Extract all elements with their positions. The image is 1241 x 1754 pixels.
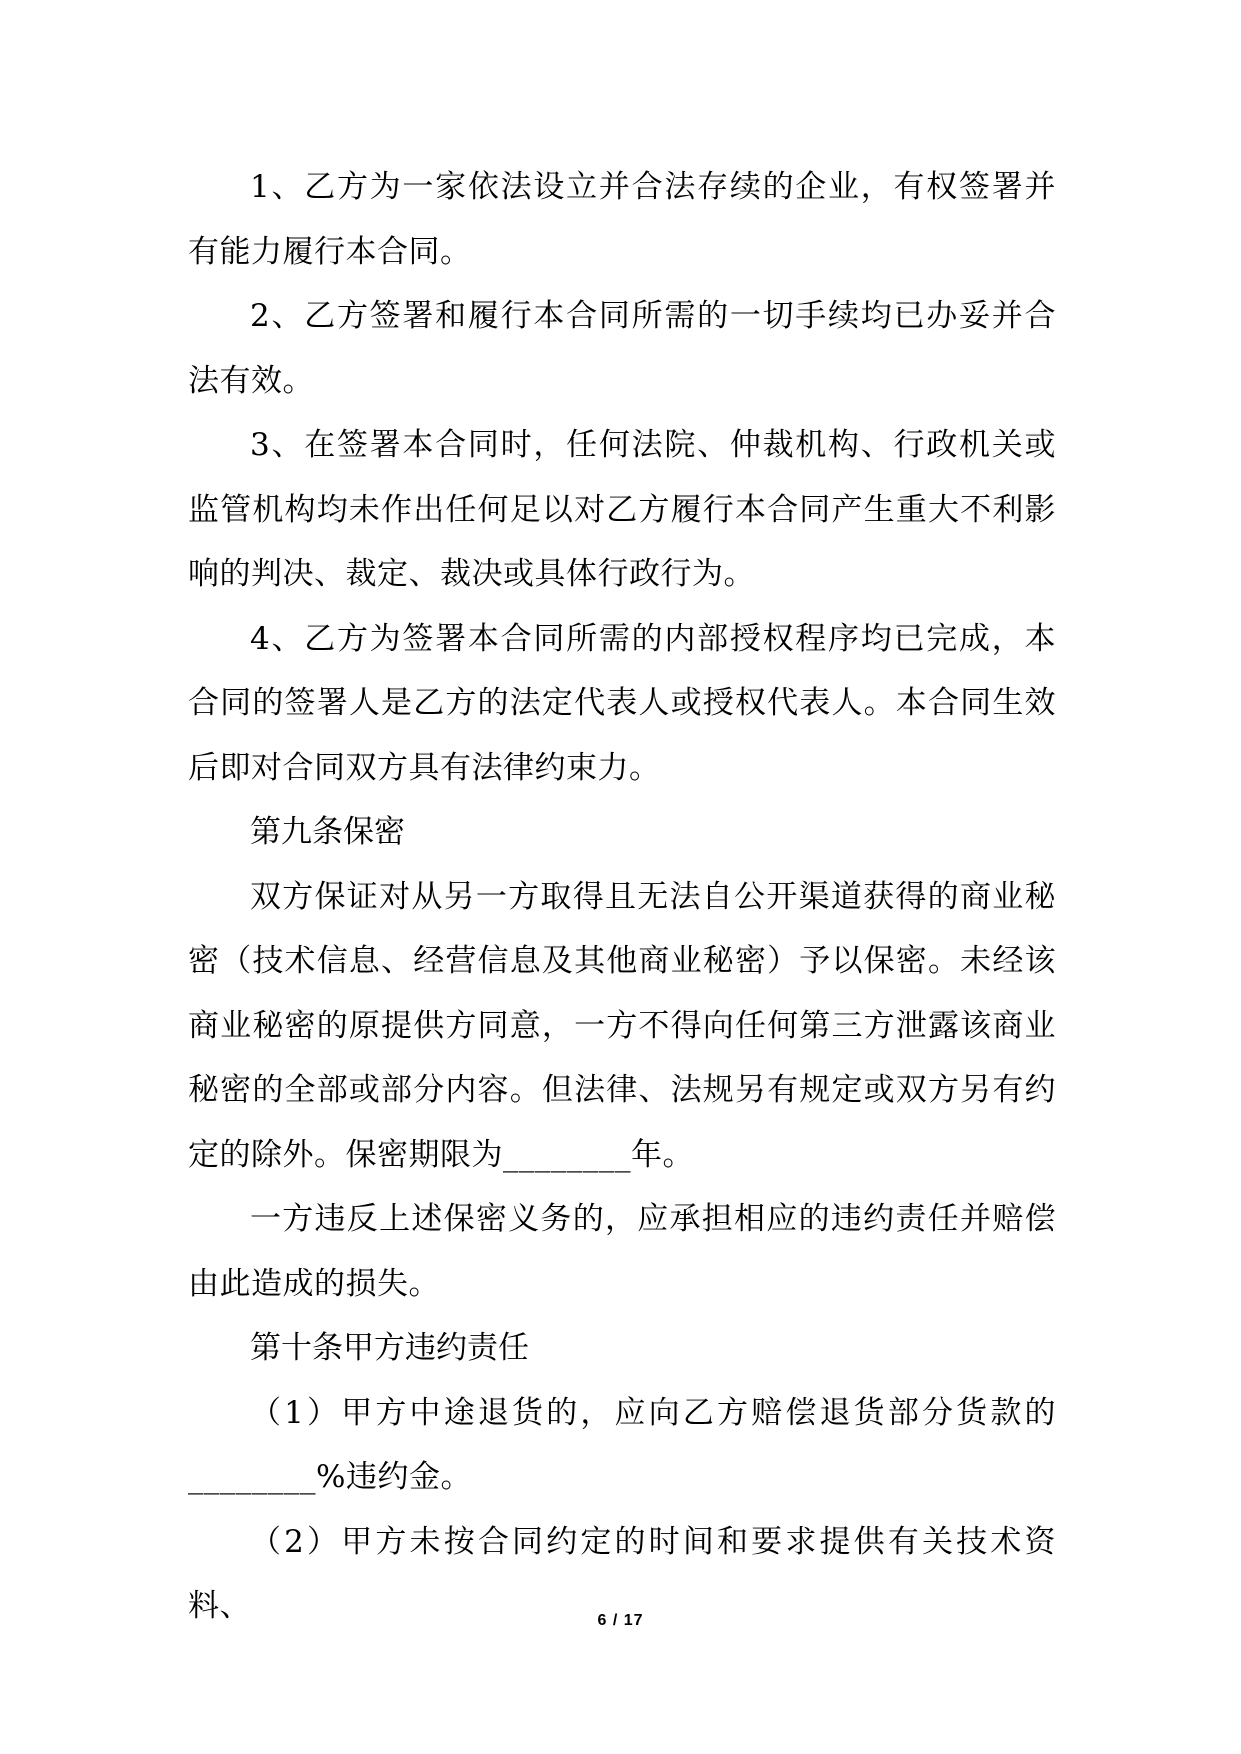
article-9-confidentiality-text: 双方保证对从另一方取得且无法自公开渠道获得的商业秘密（技术信息、经营信息及其他商业秘密）予以保密。未经该商业秘密的原提供方同意，一方不得向任何第三方泄露该商业秘密的全部或部分内容。但法律、法规另有规定或双方另有约定的除外。保密期限为________年。 bbox=[188, 878, 1056, 1173]
clause-party-b-authorization: 4、乙方为签署本合同所需的内部授权程序均已完成，本合同的签署人是乙方的法定代表人或授权代表人。本合同生效后即对合同双方具有法律约束力。 bbox=[188, 620, 1056, 786]
clause-party-b-established: 1、乙方为一家依法设立并合法存续的企业，有权签署并有能力履行本合同。 bbox=[188, 169, 1056, 270]
article-10-item-1: （1）甲方中途退货的，应向乙方赔偿退货部分货款的________%违约金。 bbox=[188, 1394, 1056, 1495]
article-9-breach-liability: 一方违反上述保密义务的，应承担相应的违约责任并赔偿由此造成的损失。 bbox=[188, 1201, 1056, 1302]
clause-party-b-procedures: 2、乙方签署和履行本合同所需的一切手续均已办妥并合法有效。 bbox=[188, 298, 1056, 399]
clause-party-b-no-adverse-rulings: 3、在签署本合同时，任何法院、仲裁机构、行政机关或监管机构均未作出任何足以对乙方履行本合同产生重大不利影响的判决、裁定、裁决或具体行政行为。 bbox=[188, 427, 1056, 592]
article-10-heading: 第十条甲方违约责任 bbox=[250, 1330, 529, 1366]
document-body bbox=[188, 155, 1056, 1639]
article-9-heading: 第九条保密 bbox=[250, 814, 405, 850]
page-number: 6 / 17 bbox=[597, 1612, 644, 1629]
article-10-item-2: （2）甲方未按合同约定的时间和要求提供有关技术资料、 bbox=[188, 1523, 1056, 1624]
